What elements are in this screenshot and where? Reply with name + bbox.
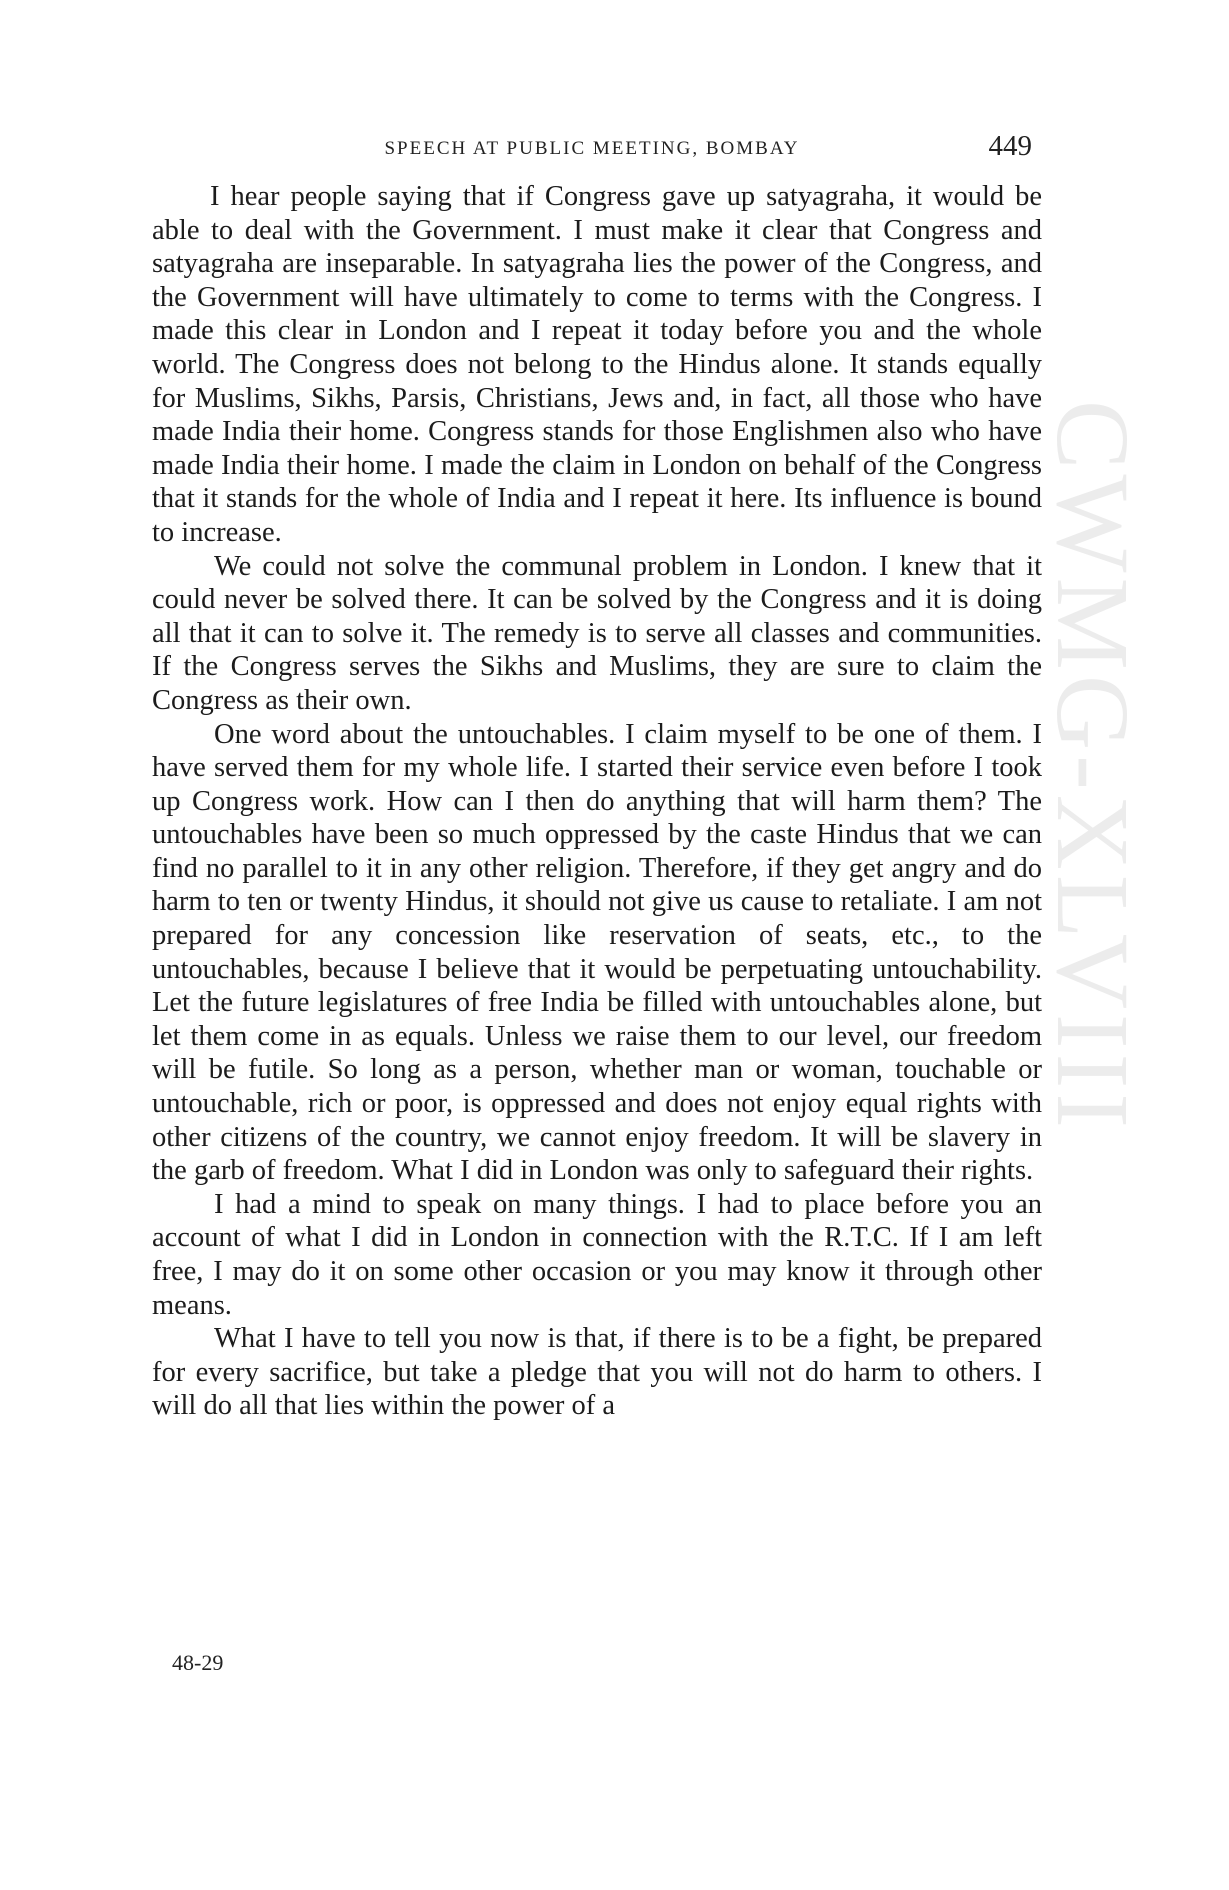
- paragraph: One word about the untouchables. I claim myself to be one of them. I have served them for my whole life. I started their service even before I took up Congress work. How can I then do anything that will harm them? The untouchables have been so much oppressed by the caste Hindus that we can find no parallel to it in any other religion. Therefore, if they get angry and do harm to ten or twenty Hindus, it should not give us cause to retaliate. I am not prepared for any concession like reservation of seats, etc., to the untouchables, because I believe that it would be perpetuating untouchability. Let the future legislatures of free India be filled with untouchables alone, but let them come in as equals. Unless we raise them to our level, our freedom will be futile. So long as a person, whether man or woman, touchable or untouchable, rich or poor, is oppressed and does not enjoy equal rights with other citizens of the country, we cannot enjoy freedom. It will be slavery in the garb of freedom. What I did in London was only to safeguard their rights.: [152, 718, 1042, 1187]
- running-title: SPEECH AT PUBLIC MEETING, BOMBAY: [384, 138, 800, 159]
- folio: 48-29: [172, 1650, 224, 1675]
- watermark: [1032, 400, 1152, 1500]
- paragraph: What I have to tell you now is that, if there is to be a fight, be prepared for every sacrifice, but take a pledge that you will not do harm to others. I will do all that lies within the power of a: [152, 1323, 1042, 1422]
- paragraph: We could not solve the communal problem in London. I knew that it could never be solved there. It can be solved by the Congress and it is doing all that it can to solve it. The remedy is to serve all classes and communities. If the Congress serves the Sikhs and Muslims, they are sure to claim the Congress as their own.: [152, 550, 1042, 716]
- watermark-text: CWMG-XLVIII: [1035, 400, 1150, 1133]
- page-number: 449: [988, 130, 1032, 162]
- paragraph: I hear people saying that if Congress gave up satyagraha, it would be able to deal with the Government. I must make it clear that Congress and satyagraha are inseparable. In satyagraha lies the power of the Congress, and the Government will have ultimately to come to terms with the Congress. I made this clear in London and I repeat it today before you and the whole world. The Congress does not belong to the Hindus alone. It stands equally for Muslims, Sikhs, Parsis, Christians, Jews and, in fact, all those who have made India their home. Congress stands for those Englishmen also who have made India their home. I made the claim in London on behalf of the Congress that it stands for the whole of India and I repeat it here. Its influence is bound to increase.: [152, 181, 1042, 548]
- paragraph: I had a mind to speak on many things. I had to place before you an account of what I did in London in connection with the R.T.C. If I am left free, I may do it on some other occasion or you may know it through other means.: [152, 1188, 1042, 1321]
- body-text: [152, 180, 1042, 1423]
- running-head: [152, 128, 1032, 168]
